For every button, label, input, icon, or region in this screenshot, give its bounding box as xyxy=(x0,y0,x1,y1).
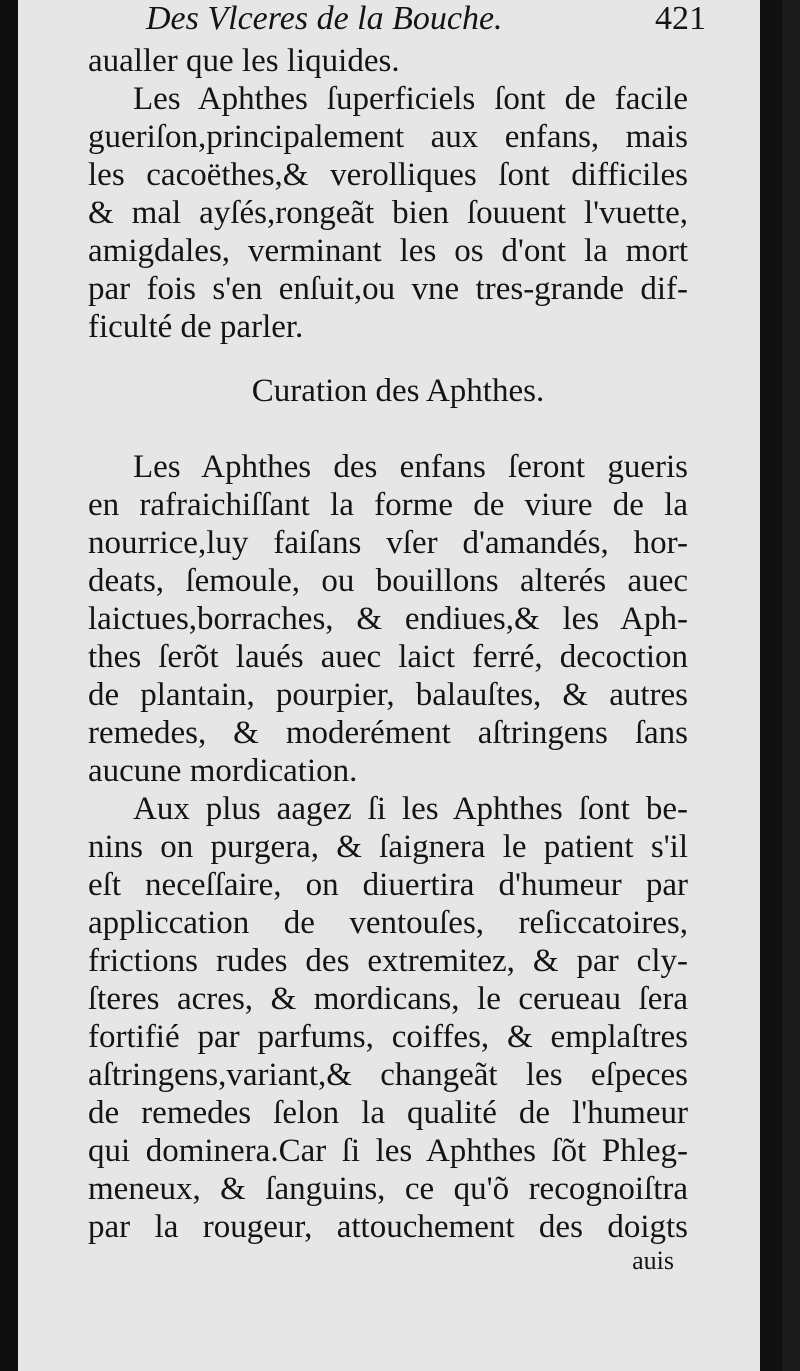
text-line: ſteres acres, & mordicans, le cerueau ſera xyxy=(88,981,688,1017)
page-number: 421 xyxy=(655,0,706,37)
text-line: aualler que les liquides. xyxy=(88,43,400,79)
paragraph-1 xyxy=(88,42,688,80)
body-text xyxy=(88,42,688,1276)
text-line: & mal ayſés,rongeãt bien ſouuent l'vuette, xyxy=(88,195,688,231)
text-line: par la rougeur, attouchement des doigts xyxy=(88,1209,688,1245)
text-line: amigdales, verminant les os d'ont la mort xyxy=(88,233,688,269)
text-line: fortifié par parfums, coiffes, & emplaſtres xyxy=(88,1019,688,1055)
text-line: Les Aphthes des enfans ſeront gueris xyxy=(133,449,688,485)
text-line: ficulté de parler. xyxy=(88,309,304,345)
text-line: nourrice,luy faiſans vſer d'amandés, hor- xyxy=(88,525,688,561)
text-line: laictues,borraches, & endiues,& les Aph- xyxy=(88,601,688,637)
text-line: de plantain, pourpier, balauſtes, & autres xyxy=(88,677,688,713)
text-line: nins on purgera, & ſaignera le patient s'il xyxy=(88,829,688,865)
text-line: deats, ſemoule, ou bouillons alterés auec xyxy=(88,563,688,599)
text-line: gueriſon,principalement aux enfans, mais xyxy=(88,119,688,155)
text-line: Les Aphthes ſuperficiels ſont de facile xyxy=(133,81,688,117)
text-line: aucune mordication. xyxy=(88,753,358,789)
paragraph-2 xyxy=(88,80,688,346)
text-line: par fois s'en enſuit,ou vne tres-grande dif- xyxy=(88,271,688,307)
text-line: les cacoëthes,& verolliques ſont difficiles xyxy=(88,157,688,193)
book-page xyxy=(18,0,782,1371)
text-line: frictions rudes des extremitez, & par cly- xyxy=(88,943,688,979)
running-head: Des Vlceres de la Bouche. xyxy=(146,0,503,37)
text-line: remedes, & moderément aſtringens ſans xyxy=(88,715,688,751)
page-edge-right xyxy=(760,0,782,1371)
text-line: eſt neceſſaire, on diuertira d'humeur par xyxy=(88,867,688,903)
text-line: meneux, & ſanguins, ce qu'õ recognoiſtra xyxy=(88,1171,688,1207)
text-line: thes ſerõt laués auec laict ferré, decoction xyxy=(88,639,688,675)
text-line: qui dominera.Car ſi les Aphthes ſõt Phleg- xyxy=(88,1133,688,1169)
section-heading: Curation des Aphthes. xyxy=(251,373,545,409)
text-line: aſtringens,variant,& changeãt les eſpeces xyxy=(88,1057,688,1093)
text-line: applicсation de ventouſes, reſiccatoires, xyxy=(88,905,688,941)
page-gutter-left xyxy=(0,0,18,1371)
catchword: auis xyxy=(632,1246,674,1275)
text-line: Aux plus aagez ſi les Aphthes ſont be- xyxy=(133,791,688,827)
paragraph-4 xyxy=(88,790,688,1246)
paragraph-3 xyxy=(88,448,688,790)
text-line: de remedes ſelon la qualité de l'humeur xyxy=(88,1095,688,1131)
page-header xyxy=(146,0,706,44)
text-line: en rafraichiſſant la forme de viure de la xyxy=(88,487,688,523)
